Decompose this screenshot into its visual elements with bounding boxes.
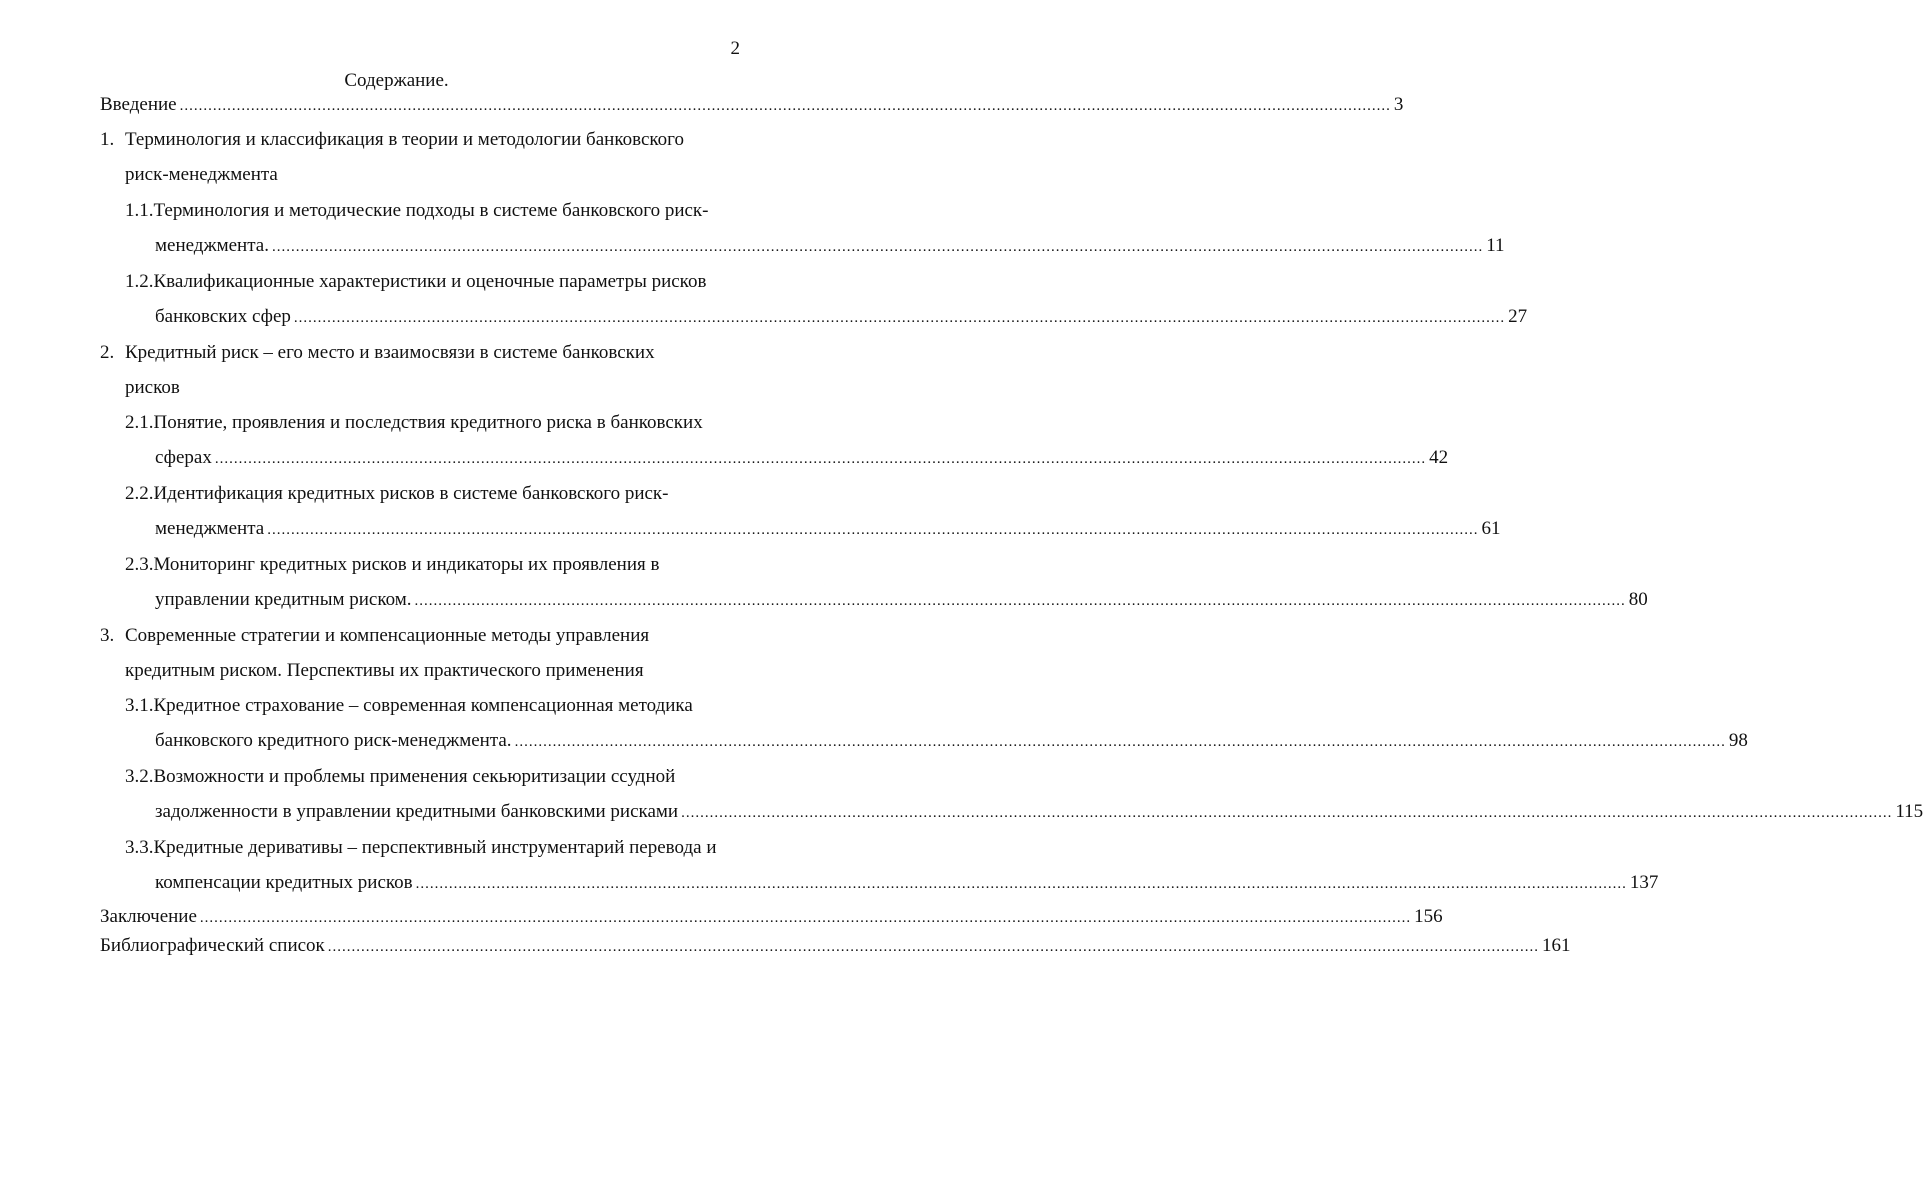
toc-entry-bibliography[interactable] (100, 929, 1571, 963)
toc-page-ref: 156 (1414, 906, 1443, 927)
toc-entry-label: кредитным риском. Перспективы их практического применения (125, 660, 644, 681)
dot-leader: ............................................................................................................................................................................................................................................................... (179, 98, 1391, 114)
toc-section-number: 2.1. (125, 412, 154, 433)
toc-chapter-2[interactable] (100, 336, 740, 370)
toc-page-ref: 11 (1486, 235, 1505, 256)
toc-section-3-2-cont (155, 795, 1923, 829)
toc-section-3-3[interactable] (125, 831, 740, 865)
toc-entry-label: Понятие, проявления и последствия кредитного риска в банковских (153, 412, 703, 433)
toc-page-ref: 80 (1628, 589, 1648, 610)
toc-page-ref: 3 (1393, 94, 1404, 115)
toc-page-ref: 42 (1429, 447, 1449, 468)
toc-page-ref: 98 (1728, 730, 1748, 751)
toc-page-ref: 137 (1629, 872, 1659, 893)
toc-section-2-1[interactable] (125, 406, 740, 440)
toc-entry-label: менеджмента (155, 518, 265, 539)
toc-entry-label: Терминология и методические подходы в системе банковского риск- (153, 200, 709, 221)
toc-chapter-number: 1. (100, 129, 115, 150)
toc-page-ref: 27 (1508, 306, 1528, 327)
toc-section-number: 1.2. (125, 271, 154, 292)
toc-section-number: 2.2. (125, 483, 154, 504)
toc-title: Содержание. (344, 70, 449, 91)
toc-entry-label: рисков (125, 377, 180, 398)
toc-section-number: 3.1. (125, 695, 154, 716)
toc-chapter-number: 3. (100, 625, 115, 646)
toc-entry-label: Возможности и проблемы применения секьюритизации ссудной (153, 766, 676, 787)
toc-section-3-1[interactable] (125, 689, 740, 723)
toc-section-3-3-cont (155, 866, 1659, 900)
toc-entry-label: Заключение (100, 906, 197, 927)
dot-leader: ............................................................................................................................................................................................................................................................... (681, 805, 1893, 821)
toc-entry-introduction[interactable] (100, 88, 1404, 122)
toc-entry-label: Введение (100, 94, 177, 115)
toc-entry-label: Кредитное страхование – современная компенсационная методика (153, 695, 693, 716)
toc-entry-label: сферах (155, 447, 212, 468)
toc-chapter-1[interactable] (100, 123, 740, 157)
dot-leader: ............................................................................................................................................................................................................................................................... (414, 593, 1626, 609)
toc-entry-label: банковского кредитного риск-менеджмента. (155, 730, 512, 751)
dot-leader: ............................................................................................................................................................................................................................................................... (415, 876, 1627, 892)
toc-entry-label: управлении кредитным риском. (155, 589, 412, 610)
toc-section-3-1-cont (155, 724, 1748, 758)
toc-chapter-2-cont (125, 371, 740, 405)
toc-entry-label: Библиографический список (100, 935, 325, 956)
toc-section-number: 2.3. (125, 554, 154, 575)
toc-section-number: 1.1. (125, 200, 154, 221)
dot-leader: ............................................................................................................................................................................................................................................................... (267, 522, 1479, 538)
toc-chapter-1-cont (125, 158, 740, 192)
toc-section-2-3[interactable] (125, 548, 740, 582)
toc-section-1-1-cont (155, 229, 1505, 263)
toc-section-2-2-cont (155, 512, 1501, 546)
toc-entry-label: компенсации кредитных рисков (155, 872, 413, 893)
toc-entry-label: Терминология и классификация в теории и методологии банковского (125, 129, 684, 150)
toc-entry-label: банковских сфер (155, 306, 291, 327)
toc-chapter-3[interactable] (100, 619, 740, 653)
dot-leader: ............................................................................................................................................................................................................................................................... (214, 451, 1427, 467)
toc-section-number: 3.3. (125, 837, 154, 858)
toc-entry-label: Современные стратегии и компенсационные методы управления (125, 625, 650, 646)
toc-chapter-number: 2. (100, 342, 115, 363)
dot-leader: ............................................................................................................................................................................................................................................................... (293, 310, 1506, 326)
toc-entry-label: Квалификационные характеристики и оценочные параметры рисков (153, 271, 707, 292)
toc-chapter-3-cont (125, 654, 740, 688)
toc-entry-label: Кредитный риск – его место и взаимосвязи в системе банковских (125, 342, 655, 363)
toc-entry-label: задолженности в управлении кредитными банковскими рисками (155, 801, 679, 822)
toc-entry-label: Кредитные деривативы – перспективный инструментарий перевода и (153, 837, 717, 858)
page-number: 2 (730, 38, 740, 59)
toc-entry-label: Идентификация кредитных рисков в системе банковского риск- (153, 483, 669, 504)
dot-leader: ............................................................................................................................................................................................................................................................... (327, 939, 1540, 955)
toc-entry-label: менеджмента. (155, 235, 269, 256)
dot-leader: ............................................................................................................................................................................................................................................................... (514, 734, 1726, 750)
toc-entry-label: Мониторинг кредитных рисков и индикаторы их проявления в (153, 554, 660, 575)
toc-page-ref: 161 (1542, 935, 1571, 956)
toc-section-1-2-cont (155, 300, 1528, 334)
toc-page-ref: 115 (1895, 801, 1923, 822)
toc-section-2-2[interactable] (125, 477, 740, 511)
toc-entry-label: риск-менеджмента (125, 164, 278, 185)
toc-page-ref: 61 (1481, 518, 1501, 539)
toc-section-1-1[interactable] (125, 194, 740, 228)
toc-section-2-3-cont (155, 583, 1648, 617)
toc-section-2-1-cont (155, 441, 1449, 475)
dot-leader: ............................................................................................................................................................................................................................................................... (271, 239, 1484, 255)
toc-section-1-2[interactable] (125, 265, 740, 299)
toc-section-number: 3.2. (125, 766, 154, 787)
dot-leader: ............................................................................................................................................................................................................................................................... (199, 910, 1412, 926)
toc-section-3-2[interactable] (125, 760, 740, 794)
